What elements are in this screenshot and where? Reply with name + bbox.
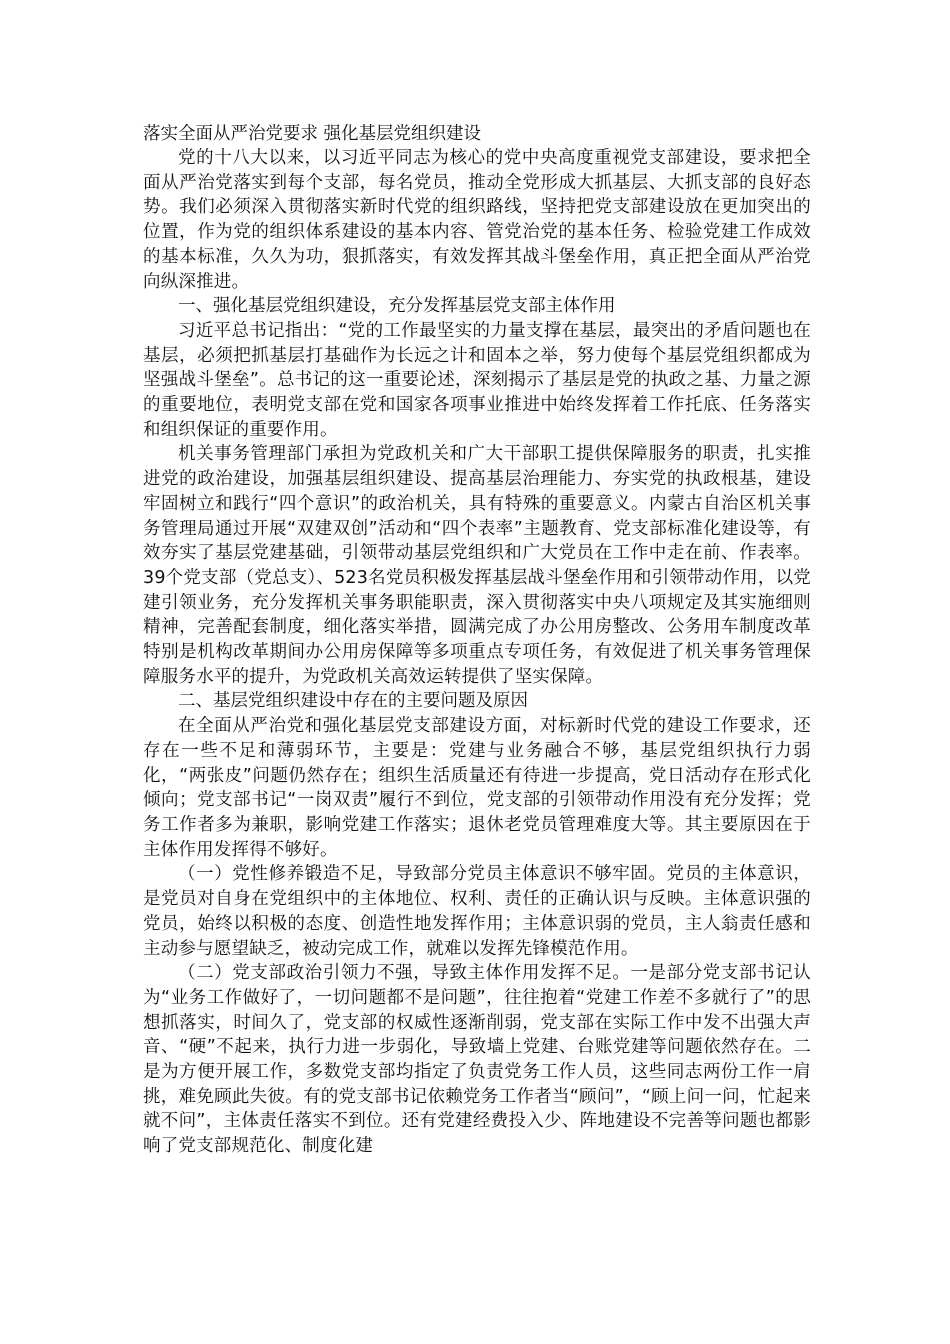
- section-heading-1: 一、强化基层党组织建设，充分发挥基层党支部主体作用: [178, 296, 616, 317]
- paragraph-reason-2: （二）党支部政治引领力不强，导致主体作用发挥不足。一是部分党支部书记认为“业务工作做好了，一切问题都不是问题”，往往抱着“党建工作差不多就行了”的思想抓落实，时间久了，党支部的权威性逐渐削弱，党支部在实际工作中发不出强大声音、“硬”不起来，执行力进一步弱化，导致墙上党建、台账党建等问题依然存在。二是为方便开展工作，多数党支部均指定了负责党务工作人员，这些同志两份工作一肩挑，难免顾此失彼。有的党支部书记依赖党务工作者当“顾问”，“顾上问一问，忙起来就不问”，主体责任落实不到位。还有党建经费投入少、阵地建设不完善等问题也都影响了党支部规范化、制度化建: [143, 963, 811, 1157]
- section-heading-2: 二、基层党组织建设中存在的主要问题及原因: [178, 691, 528, 712]
- document-title: 落实全面从严治党要求 强化基层党组织建设: [143, 124, 482, 144]
- paragraph-reason-1: （一）党性修养锻造不足，导致部分党员主体意识不够牢固。党员的主体意识，是党员对自身在党组织中的主体地位、权利、责任的正确认识与反映。主体意识强的党员，始终以积极的态度、创造性地发挥作用；主体意识弱的党员，主人翁责任感和主动参与愿望缺乏，被动完成工作，就难以发挥先锋模范作用。: [143, 864, 811, 959]
- document-page: [143, 122, 811, 1159]
- paragraph-problems: 在全面从严治党和强化基层党支部建设方面，对标新时代党的建设工作要求，还存在一些不足和薄弱环节，主要是：党建与业务融合不够，基层党组织执行力弱化，“两张皮”问题仍然存在；组织生活质量还有待进一步提高，党日活动存在形式化倾向；党支部书记“一岗双责”履行不到位，党支部的引领带动作用没有充分发挥；党务工作者多为兼职，影响党建工作落实；退休老党员管理难度大等。其主要原因在于主体作用发挥得不够好。: [143, 716, 811, 860]
- paragraph-intro: 党的十八大以来，以习近平同志为核心的党中央高度重视党支部建设，要求把全面从严治党落实到每个支部，每名党员，推动全党形成大抓基层、大抓支部的良好态势。我们必须深入贯彻落实新时代党的组织路线，坚持把党支部建设放在更加突出的位置，作为党的组织体系建设的基本内容、管党治党的基本任务、检验党建工作成效的基本标准，久久为功，狠抓落实，有效发挥其战斗堡垒作用，真正把全面从严治党向纵深推进。: [143, 148, 811, 292]
- paragraph-quote: 习近平总书记指出：“党的工作最坚实的力量支撑在基层，最突出的矛盾问题也在基层，必须把抓基层打基础作为长远之计和固本之举，努力使每个基层党组织都成为坚强战斗堡垒”。总书记的这一重要论述，深刻揭示了基层是党的执政之基、力量之源的重要地位，表明党支部在党和国家各项事业推进中始终发挥着工作托底、任务落实和组织保证的重要作用。: [143, 320, 811, 440]
- paragraph-practice: 机关事务管理部门承担为党政机关和广大干部职工提供保障服务的职责，扎实推进党的政治建设，加强基层组织建设、提高基层治理能力、夯实党的执政根基，建设牢固树立和践行“四个意识”的政治机关，具有特殊的重要意义。内蒙古自治区机关事务管理局通过开展“双建双创”活动和“四个表率”主题教育、党支部标准化建设等，有效夯实了基层党建基础，引领带动基层党组织和广大党员在工作中走在前、作表率。39个党支部（党总支）、523名党员积极发挥基层战斗堡垒作用和引领带动作用，以党建引领业务，充分发挥机关事务职能职责，深入贯彻落实中央八项规定及其实施细则精神，完善配套制度，细化落实举措，圆满完成了办公用房整改、公务用车制度改革特别是机构改革期间办公用房保障等多项重点专项任务，有效促进了机关事务管理保障服务水平的提升，为党政机关高效运转提供了坚实保障。: [143, 444, 811, 687]
